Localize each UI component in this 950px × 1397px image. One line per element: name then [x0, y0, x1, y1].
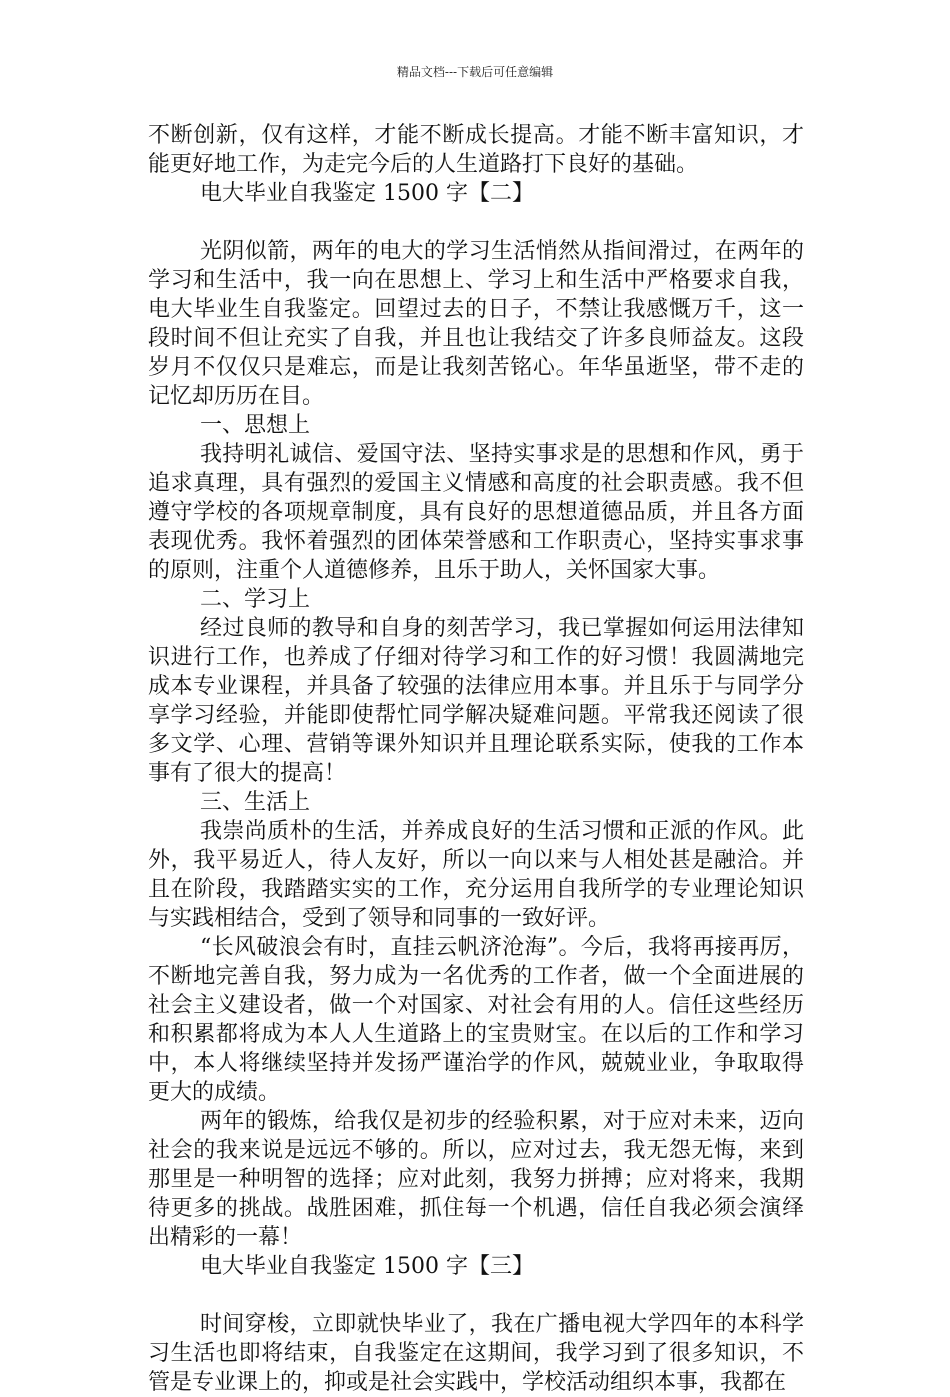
text-line: 识进行工作，也养成了仔细对待学习和工作的好习惯！我圆满地完 [148, 645, 804, 670]
blank-line [148, 208, 804, 237]
text-line: 社会主义建设者，做一个对国家、对社会有用的人。信任这些经历 [148, 993, 804, 1018]
text-line: 我持明礼诚信、爱国守法、坚持实事求是的思想和作风，勇于 [200, 442, 804, 467]
paragraph [148, 1310, 804, 1397]
text-line: 待更多的挑战。战胜困难，抓住每一个机遇，信任自我必须会演绎 [148, 1196, 804, 1221]
paragraph [148, 614, 804, 788]
paragraph [148, 440, 804, 585]
text-line: 成本专业课程，并具备了较强的法律应用本事。并且乐于与同学分 [148, 674, 804, 699]
text-line: 的原则，注重个人道德修养，且乐于助人，关怀国家大事。 [148, 558, 721, 583]
paragraph [148, 933, 804, 1107]
text-line: 光阴似箭，两年的电大的学习生活悄然从指间滑过，在两年的 [200, 239, 804, 264]
text-line: 表现优秀。我怀着强烈的团体荣誉感和工作职责心，坚持实事求事 [148, 529, 804, 554]
section-heading: 二、学习上 [200, 587, 311, 612]
text-line: 和积累都将成为本人人生道路上的宝贵财宝。在以后的工作和学习 [148, 1022, 804, 1047]
text-line: 外，我平易近人，待人友好，所以一向以来与人相处甚是融洽。并 [148, 848, 804, 873]
section-heading: 三、生活上 [200, 790, 311, 815]
text-line: 多文学、心理、营销等课外知识并且理论联系实际，使我的工作本 [148, 732, 804, 757]
section-heading: 一、思想上 [200, 413, 311, 438]
paragraph [148, 817, 804, 933]
text-line: 习生活也即将结束，自我鉴定在这期间，我学习到了很多知识，不 [148, 1341, 804, 1366]
text-line: 与实践相结合，受到了领导和同事的一致好评。 [148, 906, 611, 931]
text-line: 记忆却历历在目。 [148, 384, 325, 409]
text-line: 能更好地工作，为走完今后的人生道路打下良好的基础。 [148, 152, 699, 177]
text-line: 电大毕业生自我鉴定。回望过去的日子，不禁让我感慨万千，这一 [148, 297, 804, 322]
text-line: 享学习经验，并能即使帮忙同学解决疑难问题。平常我还阅读了很 [148, 703, 804, 728]
section-heading: 电大毕业自我鉴定 1500 字【二】 [200, 181, 534, 206]
text-line: 学习和生活中，我一向在思想上、学习上和生活中严格要求自我， [148, 268, 804, 293]
text-line: 不断创新，仅有这样，才能不断成长提高。才能不断丰富知识，才 [148, 123, 804, 148]
text-line: 不断地完善自我，努力成为一名优秀的工作者，做一个全面进展的 [148, 964, 804, 989]
section-heading: 电大毕业自我鉴定 1500 字【三】 [200, 1254, 534, 1279]
text-line: “长风破浪会有时，直挂云帆济沧海”。今后，我将再接再厉， [200, 935, 804, 960]
text-line: 更大的成绩。 [148, 1080, 281, 1105]
text-line: 我崇尚质朴的生活，并养成良好的生活习惯和正派的作风。此 [200, 819, 804, 844]
text-line: 社会的我来说是远远不够的。所以，应对过去，我无怨无悔，来到 [148, 1138, 804, 1163]
paragraph [148, 237, 804, 411]
text-line: 两年的锻炼，给我仅是初步的经验积累，对于应对未来，迈向 [200, 1109, 804, 1134]
text-line: 段时间不但让充实了自我，并且也让我结交了许多良师益友。这段 [148, 326, 804, 351]
text-line: 中，本人将继续坚持并发扬严谨治学的作风，兢兢业业，争取取得 [148, 1051, 804, 1076]
text-line: 且在阶段，我踏踏实实的工作，充分运用自我所学的专业理论知识 [148, 877, 804, 902]
text-line: 岁月不仅仅只是难忘，而是让我刻苦铭心。年华虽逝坚，带不走的 [148, 355, 804, 380]
text-line: 事有了很大的提高！ [148, 761, 347, 786]
text-line: 出精彩的一幕！ [148, 1225, 303, 1250]
paragraph [148, 121, 804, 179]
text-line: 追求真理，具有强烈的爱国主义情感和高度的社会职责感。我不但 [148, 471, 804, 496]
blank-line [148, 1281, 804, 1310]
text-line: 时间穿梭，立即就快毕业了，我在广播电视大学四年的本科学 [200, 1312, 804, 1337]
text-line: 管是专业课上的，抑或是社会实践中，学校活动组织本事，我都在 [148, 1370, 787, 1395]
text-line: 遵守学校的各项规章制度，具有良好的思想道德品质，并且各方面 [148, 500, 804, 525]
paragraph [148, 1107, 804, 1252]
page-header: 精品文档---下载后可任意编辑 [396, 65, 554, 79]
text-line: 经过良师的教导和自身的刻苦学习，我已掌握如何运用法律知 [200, 616, 804, 641]
text-line: 那里是一种明智的选择；应对此刻，我努力拼搏；应对将来，我期 [148, 1167, 804, 1192]
document-body [148, 121, 804, 1397]
